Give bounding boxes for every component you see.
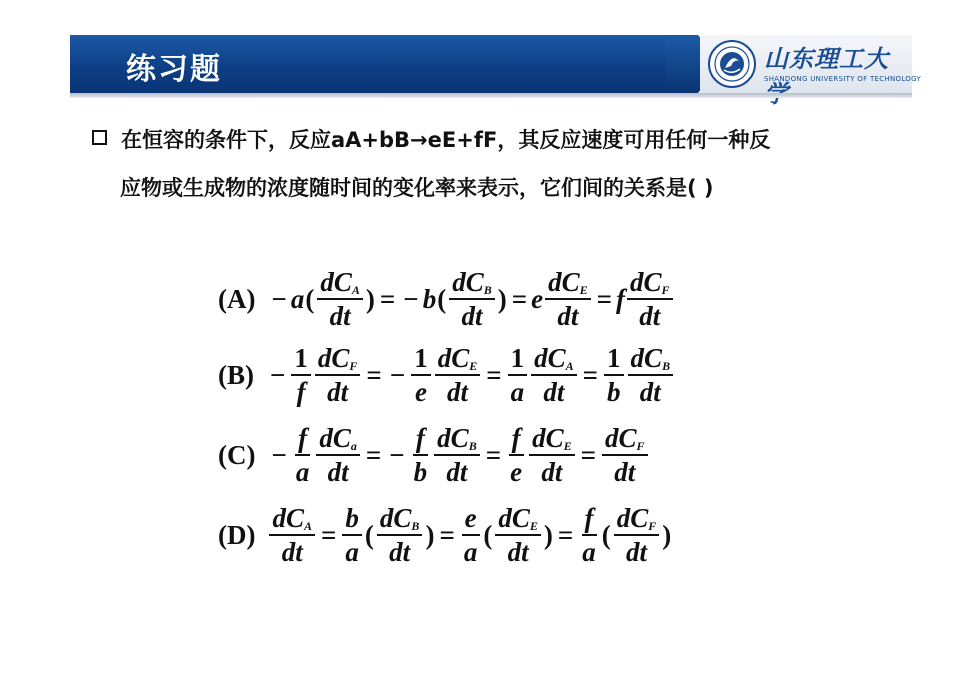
university-name-cn: 山东理工大 — [764, 44, 889, 73]
option-b-equation: (B) − $\frac{1}{f}$ $\frac{dC_F}{dt}$ = − $\frac{1}{e}$ $\frac{dC_E}{dt}$ = $\frac{1}{a}$ $\frac{dC_A}{dt}$ = $\frac{1}{b}$ $\frac{dC_B}{dt}$ — [218, 340, 675, 410]
header-shadow — [70, 93, 912, 98]
square-bullet-icon — [92, 130, 107, 145]
option-a-label: (A) — [218, 283, 256, 314]
slide-header — [70, 35, 922, 93]
option-c-equation: (C) − $\frac{f}{a}$ $\frac{dC_a}{dt}$ = − $\frac{f}{b}$ $\frac{dC_B}{dt}$ = $\frac{f}{e}$ $\frac{dC_E}{dt}$ = $\frac{dC_F}{dt}$ — [218, 420, 650, 490]
university-name-en: SHANDONG UNIVERSITY OF TECHNOLOGY — [764, 75, 922, 83]
question-line-1: 在恒容的条件下，反应aA+bB→eE+fF，其反应速度可用任何一种反 — [92, 124, 770, 154]
option-a-equation: (A) − a ( $\frac{dC_A}{dt}$ ) = − b ( $\frac{dC_B}{dt}$ ) = e $\frac{dC_E}{dt}$ = f $\frac{dC_F}{dt}$ — [218, 264, 675, 334]
option-c-label: (C) — [218, 439, 256, 470]
option-d-label: (D) — [218, 519, 256, 550]
option-d-equation: (D) $\frac{dC_A}{dt}$ = $\frac{b}{a}$ ( $\frac{dC_B}{dt}$ ) = $\frac{e}{a}$ ( $\frac{dC_E}{dt}$ ) = $\frac{f}{a}$ ( $\frac{dC_F}{dt}$ ) — [218, 502, 672, 568]
slide-title: 练习题 — [126, 52, 222, 87]
question-line-2: 应物或生成物的浓度随时间的变化率来表示，它们间的关系是( ) — [120, 176, 714, 200]
option-b-label: (B) — [218, 359, 254, 390]
university-seal-icon — [707, 39, 757, 89]
